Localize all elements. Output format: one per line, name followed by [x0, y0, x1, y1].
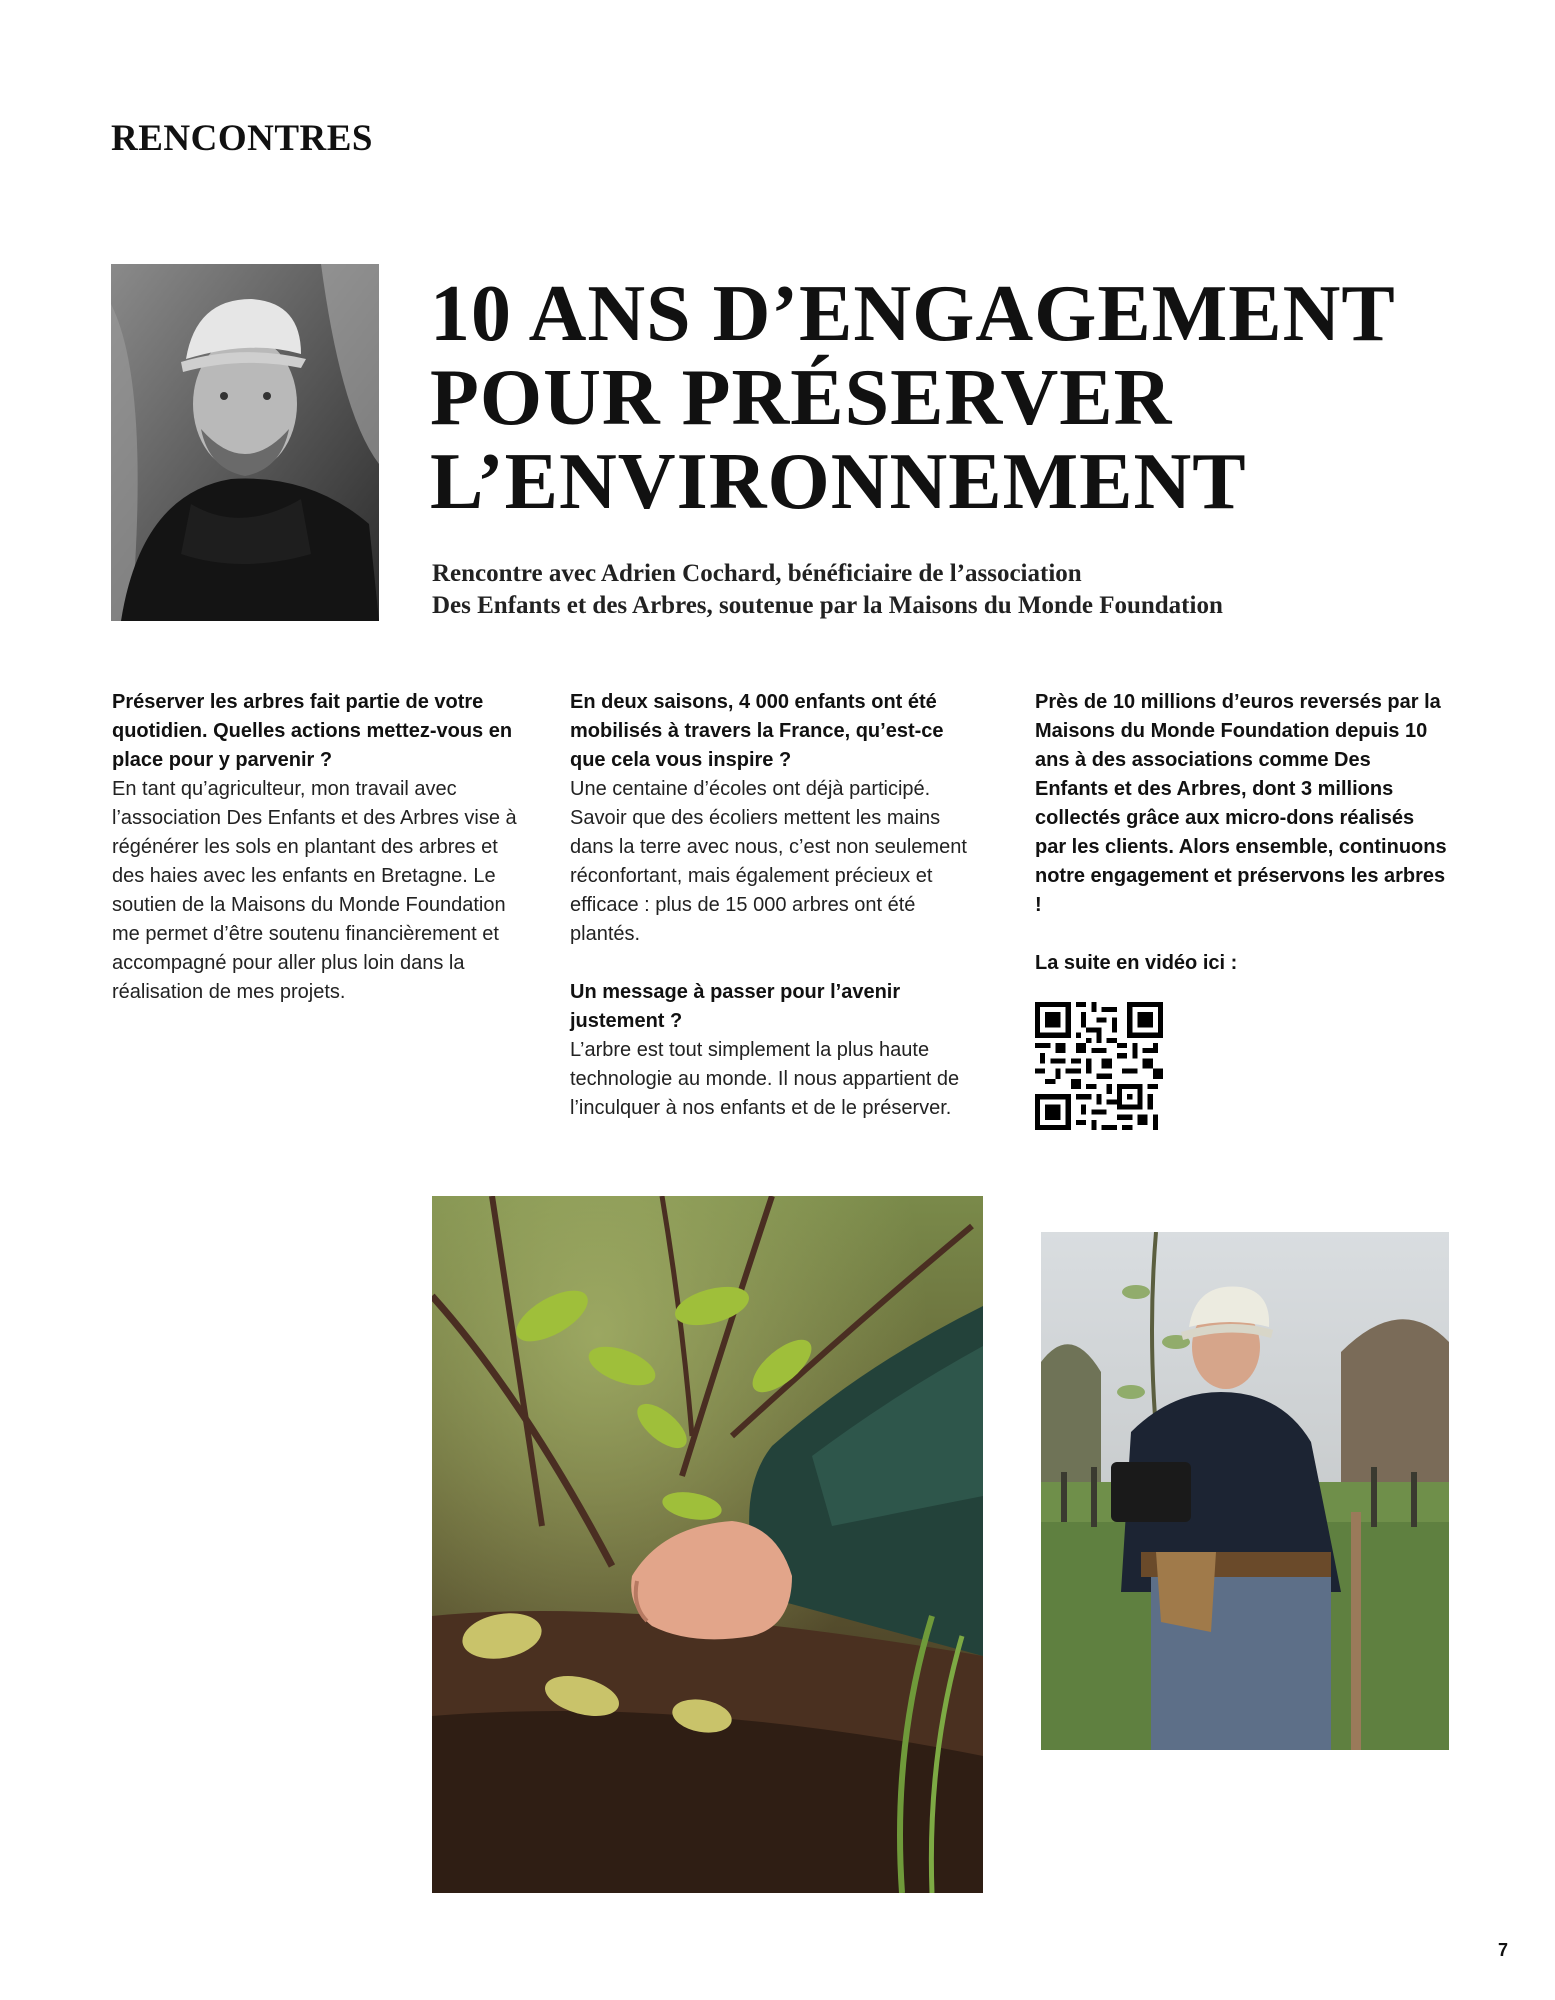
subtitle-line-1: Rencontre avec Adrien Cochard, bénéficiaire de l’association	[432, 560, 1082, 587]
spacer	[570, 949, 984, 978]
column-1	[112, 688, 526, 1007]
headline-line-1: 10 ANS D’ENGAGEMENT	[430, 270, 1396, 358]
portrait-photo	[111, 264, 379, 621]
subtitle-line-2: Des Enfants et des Arbres, soutenue par la Maisons du Monde Foundation	[432, 592, 1223, 619]
interview-answer: L’arbre est tout simplement la plus haute technologie au monde. Il nous appartient de l’inculquer à nos enfants et de le préserver.	[570, 1039, 960, 1119]
interview-question: En deux saisons, 4 000 enfants ont été mobilisés à travers la France, qu’est-ce que cela vous inspire ?	[570, 691, 944, 771]
page-number: 7	[1498, 1940, 1509, 1960]
interview-answer: Une centaine d’écoles ont déjà participé. Savoir que des écoliers mettent les mains dans la terre avec nous, c’est non seulement réconfortant, mais également précieux et efficace : plus de 15 000 arbres ont été plantés.	[570, 778, 967, 945]
headline-line-2: POUR PRÉSERVER	[430, 354, 1173, 442]
headline	[430, 272, 1430, 524]
interview-answer: En tant qu’agriculteur, mon travail avec l’association Des Enfants et des Arbres vise à régénérer les sols en plantant des arbres et des haies avec les enfants en Bretagne. Le soutien de la Maisons du Monde Foundation me permet d’être soutenu financièrement et accompagné pour aller plus loin dans la réalisation de mes projets.	[112, 778, 517, 1003]
foundation-statement: Près de 10 millions d’euros reversés par la Maisons du Monde Foundation depuis 10 ans à des associations comme Des Enfants et des Arbres, dont 3 millions collectés grâce aux micro-dons réalisés par les clients. Alors ensemble, continuons notre engagement et préservons les arbres !	[1035, 691, 1447, 916]
subtitle	[432, 558, 1392, 622]
farmer-photo	[1041, 1232, 1449, 1750]
section-label: RENCONTRES	[111, 118, 373, 159]
headline-line-3: L’ENVIRONNEMENT	[430, 438, 1247, 526]
interview-question: Un message à passer pour l’avenir justement ?	[570, 981, 901, 1032]
qr-code[interactable]	[1035, 1002, 1163, 1130]
interview-question: Préserver les arbres fait partie de votre quotidien. Quelles actions mettez-vous en place pour y parvenir ?	[112, 691, 513, 771]
planting-hands-photo	[432, 1196, 983, 1893]
video-label: La suite en vidéo ici :	[1035, 952, 1238, 974]
column-2	[570, 688, 984, 1123]
column-3	[1035, 688, 1449, 978]
